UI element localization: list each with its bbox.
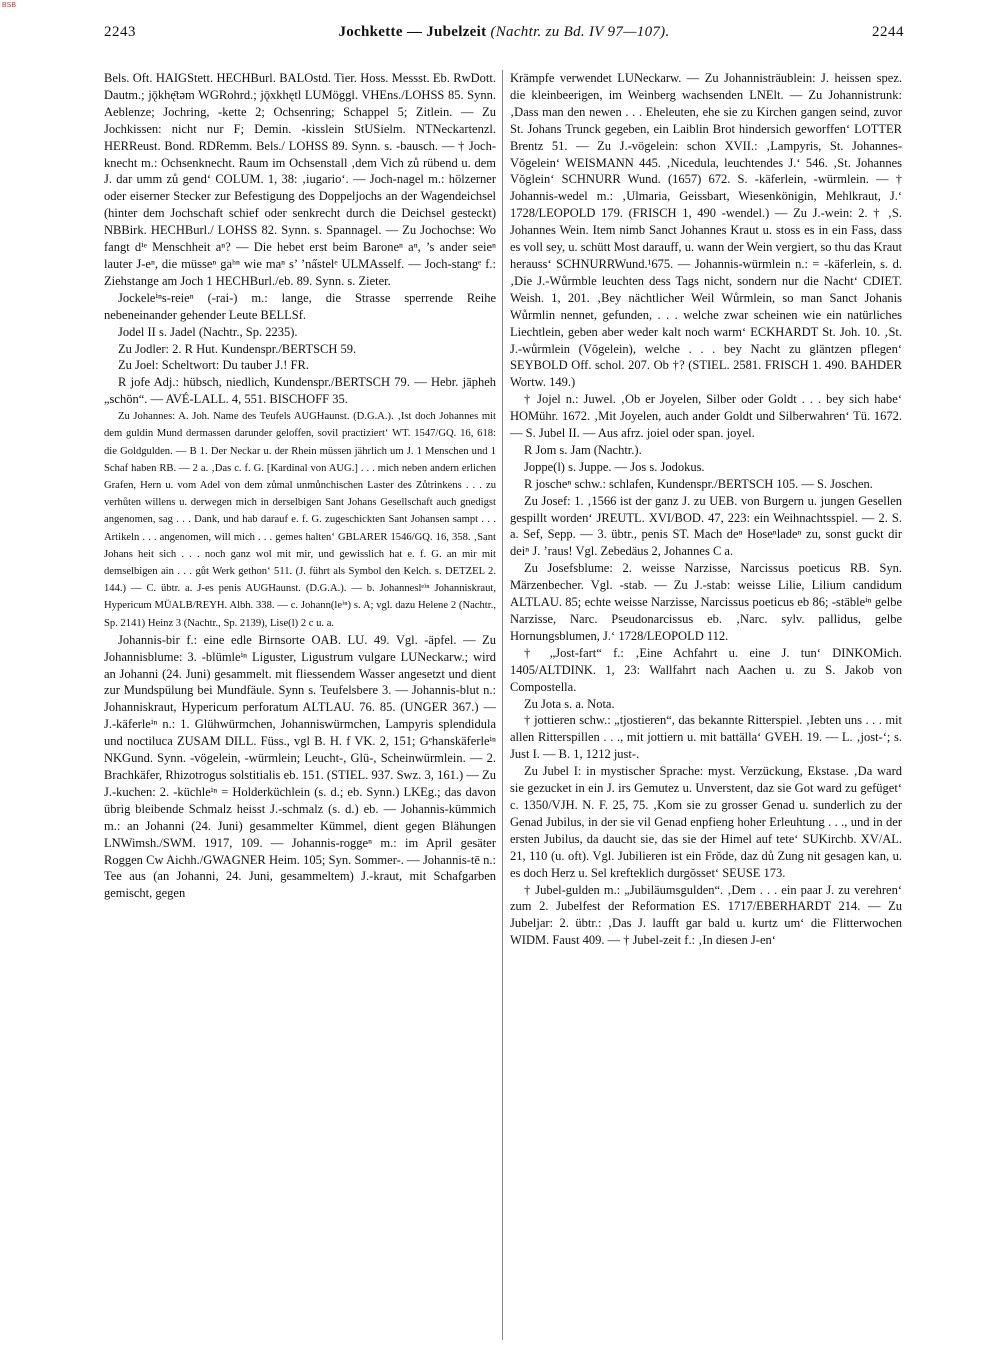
entry-paragraph: Joppe(l) s. Juppe. — Jos s. Jodokus. [524,459,705,474]
page-number-left: 2243 [104,24,136,40]
entry-paragraph: R joscheⁿ schw.: schlafen, Kundenspr./BERTSCH 105. — S. Joschen. [524,476,873,491]
entry-paragraph: R Jom s. Jam (Nachtr.). [524,442,642,457]
entry-paragraph: Zu Jota s. a. Nota. [524,696,615,711]
page-number-right: 2244 [872,24,904,40]
entry-paragraph: † „Jost-fart“ f.: ‚Eine Achfahrt u. eine J. tun‘ DINKOMich. 1405/ALTDINK. 1, 23: Wallfahrt nach Aachen u. zu S. Jakob von Compostella. [510,645,902,694]
entry-paragraph: Zu Jubel I: in mystischer Sprache: myst. Verzückung, Ekstase. ‚Da ward sie gezucket in ein J. irs Gemutez u. Unverstent, daz sie Got ward zu gefüget‘ c. 1350/VJH. N. F. 25, 75. ‚Kom sie zu grosser Genad u. sunderlich zu der Genad Jubilus, in der sie vil Genad enpfieng hoher Erleuhtung . . ., und in der ersten Jubilus, da daucht sie, das sie der Himel auf tete‘ SUKirchb. XV/AL. 21, 110 (u. oft). Vgl. Jubilieren ist ein Frŏde, daz dů Zung nit gesagen kan, u. es doch Herz u. Sel krefteklich durgŏsset‘ SEUSE 173. [510,764,902,880]
running-title-entries: Jochkette — Jubelzeit [338,24,487,40]
entry-paragraph: Zu Joel: Scheltwort: Du tauber J.! FR. [118,358,309,373]
entry-paragraph: Krämpfe verwendet LUNeckarw. — Zu Johannisträublein: J. heissen spez. die kleinbeerigen, im Weinberg wachsenden LNElt. — Zu Johannistrunk: ‚Dass man den newen . . . Eheleuten, ehe sie zu Kirchen gangen seind, zuvor St. Johans Trunck gegeben, ein Laiblin Brot hindersich geworffen‘ LOTTER Brentz 51. — Zu J.-vögelein: schon XVII.: ‚Lampyris, St. Johannes-Vŏgelein‘ WEISMANN 445. ‚Nicedula, leuchtendes J.‘ 546. ‚St. Johannes Vŏglein‘ SCHNURR Wund. (1657) 672. S. -käferlein, -würmlein. — † Johannis-wedel m.: ‚Ulmaria, Geissbart, Wiesenkönigin, Mehlkraut, J.‘ 1728/LEOPOLD 179. (FRISCH 1, 490 -wendel.) — Zu J.-wein: 2. † ‚S. Johannes Wein. Item nimb Sanct Johannes Kraut u. stoss es in ein Fass, dass es voll sey, u. schütt Most darauff, u. wann der Wein vergiert, so thu das Kraut herauss‘ SCHNURRWund.¹675. — Johannis-würmlein n.: = -käferlein, s. d. ‚Die J.-Wůrmble leuchten dess Tags nicht, sondern nur die Nacht‘ CDIET. Weish. 1, 201. ‚Bey nächtlicher Weil Wůrmlein, so man Sanct Johanis Wůrmlin nennet, gefunden, . . . welche zwar scheinen wie ein natürliches Liechtlein, geben aber weder kalt noch warm‘ ECKHARDT St. Joh. 10. ‚St. J.-wůrmlein (Vŏgelein), welche . . . bey Nacht zu gläntzen pflegen‘ SEYBOLD Off. schol. 207. Ob †? (STIEL. 2581. FRISCH 1. 490. BAHDER Wortw. 149.) [510,71,902,390]
entry-paragraph: † Jubel-gulden m.: „Jubiläumsgulden“. ‚Dem . . . ein paar J. zu verehren‘ zum 2. Jubelfest der Reformation ES. 1717/EBERHARDT 214. — Zu Jubeljar: 2. übtr.: ‚Das J. laufft gar bald u. kurtz um‘ die Flitterwochen WIDM. Faust 409. — † Jubel-zeit f.: ‚In diesen J-en‘ [510,882,902,948]
entry-paragraph: † jottieren schw.: „tjostieren“, das bekannte Ritterspiel. ‚Iebten uns . . . mit allen Ritterspillen . . ., mit jottiern u. mit battälla‘ GVEH. 19. — L. ‚jost-‘; s. Just I. — B. 1, 1212 just-. [510,713,902,762]
entry-paragraph: Zu Josef: 1. ‚1566 ist der ganz J. zu UEB. von Burgern u. jungen Gesellen gespillt worden‘ JREUTL. XVI/BOD. 47, 223: ein Weihnachtsspiel. — 2. S. a. Sef, Sepp. — 3. übtr., penis ST. Mach deⁿ Hoseⁿladeⁿ zu, sonst guckt dir deiⁿ J. ’raus! Vgl. Zebedäus 2, Johannes C a. [510,493,902,559]
entry-paragraph: Jockeleⁱⁿs-reieⁿ (-rai-) m.: lange, die Strasse sperrende Reihe nebeneinander gehender Leute BELLSf. [104,290,496,322]
column-divider [502,70,503,1340]
page-header [104,24,904,50]
entry-paragraph: Jodel II s. Jadel (Nachtr., Sp. 2235). [118,324,298,339]
entry-paragraph: Bels. Oft. HAIGStett. HECHBurl. BALOstd. Tier. Hoss. Messst. Eb. RwDott. Dautm.; jǭkhę̄təm WGRohrd.; jǭxkhętl LUMöggl. VHEns./LOHSS 85. Synn. Aeblenze; Jochring, -kette 2; Ochsenring; Schappel 5; Zitlein. — Zu Jochkissen: nicht nur F; Demin. -kisslein StUSielm. NTNeckartenzl. HERReust. Bond. RDRemm. Bels./ LOHSS 89. Synn. s. -bausch. — † Joch-knecht m.: Ochsenknecht. Raum im Ochsenstall ‚dem Vich zů rübend u. dem J. dar umm zů gend‘ COLUM. 1, 38: ‚iugario‘. — Joch-nagel m.: hölzerner oder eiserner Stecker zur Befestigung des Doppeljochs an der Wagendeichsel (hinter dem Jochschaft schief oder senkrecht durch die Deichsel gesteckt) NBBirk. HECHBurl./ LOHSS 82. Synn. s. Spannagel. — Zu Jochochse: Wo fangt dⁱᵉ Menschheit aⁿ? — Die hebet erst beim Baroneⁿ aⁿ, ’s ander seieⁿ lauter J-eⁿ, die müsseⁿ gaʰⁿ wie maⁿ s’ ’na̋stelᵉ ULMAsself. — Joch-stangᵉ f.: Ziehstange am Joch 1 HECHBurl./eb. 89. Synn. s. Zieter. [104,71,496,288]
left-column [104,70,496,1370]
running-title [104,24,904,41]
library-stamp: BSB [2,2,17,9]
entry-paragraph: † Jojel n.: Juwel. ‚Ob er Joyelen, Silber oder Goldt . . . bey sich habe‘ HOMühr. 1672. ‚Mit Joyelen, auch ander Goldt und Silberwahren‘ Tü. 1672. — S. Jubel II. — Aus afrz. joiel oder span. joyel. [510,392,902,441]
entry-paragraph: Zu Johannes: A. Joh. Name des Teufels AUGHaunst. (D.G.A.). ‚Ist doch Johannes mit dem guldin Mund dermassen darunder geloffen, sovil practiziert‘ WT. 1547/GQ. 16, 618: die Goldgulden. — B 1. Der Neckar u. der Rhein müssen jährlich um J. 1 Menschen und 1 Schaf haben RB. — 2 a. ‚Das c. f. G. [Kardinal von AUG.] . . . mich neben andern erlichen Grafen, Hern u. vom Adel von dem zůmal unmůnchischen Laster des Zůtrinkens . . . zu verhůten willens u. derwegen mich in derselbigen Sant Johans Gesellschaft auch gnedigst angenomen, sag . . . Dank, und hab darauf e. f. G. zugeschickten Sant Johansen sampt . . . Artikeln . . . angenomen, will mich . . . gemes halten‘ GBLARER 1546/GQ. 16, 358. ‚Sant Johans heit sich . . . noch ganz wol mit mir, und gewisslich hat e. f. G. an mir mit demselbigen ain . . . gůt Werk gethon‘ 511. (J. führt als Symbol den Kelch. s. DETZEL 2. 144.) — C. übtr. a. J-es penis AUGHaunst. (D.G.A.). — b. Johanneslᵉⁱⁿ Johanniskraut, Hypericum MÜALB/REYH. Albh. 338. — c. Johann(leⁱⁿ) s. A; vgl. dazu Helene 2 (Nachtr., Sp. 2141) Heinz 3 (Nachtr., Sp. 2139), Lise(l) 2 c u. a. [104,411,496,629]
entry-paragraph: Zu Jodler: 2. R Hut. Kundenspr./BERTSCH 59. [118,341,357,356]
entry-paragraph: R jofe Adj.: hübsch, niedlich, Kundenspr./BERTSCH 79. — Hebr. jāpheh „schön“. — AVÉ-LALL. 4, 551. BISCHOFF 35. [104,375,496,407]
entry-paragraph: Zu Josefsblume: 2. weisse Narzisse, Narcissus poeticus RB. Syn. Märzenbecher. Vgl. -stab. — Zu J.-stab: weisse Lilie, Lilium candidum ALTLAU. 85; echte weisse Narzisse, Narcissus poeticus eb 86; -stäbleⁱⁿ gelbe Narzisse, Narc. Pseudonarcissus eb. ‚Narc. sylv. pallidus, gelbe Hornungsblumen, J.‘ 1728/LEOPOLD 112. [510,561,902,643]
entry-paragraph: Johannis-bir f.: eine edle Birnsorte OAB. LU. 49. Vgl. -äpfel. — Zu Johannisblume: 3. -blümleⁱⁿ Liguster, Ligustrum vulgare LUNeckarw.; wird an Johanni (24. Juni) gesammelt. mit fliessendem Wasser angesetzt und dient zur Mundspülung bei Mundfäule. Synn s. Teufelsbere 3. — Johannis-blut n.: Johanniskraut, Hypericum perforatum ALTLAU. 76. 85. (UNGER 367.) — J.-käferleⁱⁿ n.: 1. Glühwürmchen, Johanniswürmchen, Lampyris splendidula und noctiluca ZUSAM DILL. Füss., vgl B. H. f VK. 2, 151; Gᵉhanskäferleⁱⁿ NKGund. Synn. -vögelein, -würmlein; Leucht-, Glü-, Scheinwürmlein. — 2. Brachkäfer, Rhizotrogus solstitialis eb. 151. (STIEL. 937. Swz. 3, 161.) — Zu J.-kuchen: 2. -küchleⁱⁿ = Holderküchlein (s. d.; eb. Synn.) LKEg.; das davon übrig bleibende Schmalz heisst J.-schmalz (s. d.) eb. — Johannis-kümmich m.: an Johanni (24. Juni) gesammelter Kümmel, dient gegen Blähungen LNWimsh./SWM. 1917, 109. — Johannis-roggeⁿ m.: im April gesäter Roggen Cw Aichh./GWAGNER Heim. 105; Syn. Sommer-. — Johannis-tē n.: Tee aus (an Johanni, 24. Juni, gesammeltem) J.-kraut, mit Schafgarben gemischt, gegen [104,632,496,901]
running-title-note: (Nachtr. zu Bd. IV 97—107). [490,24,670,40]
right-column [510,70,902,1370]
